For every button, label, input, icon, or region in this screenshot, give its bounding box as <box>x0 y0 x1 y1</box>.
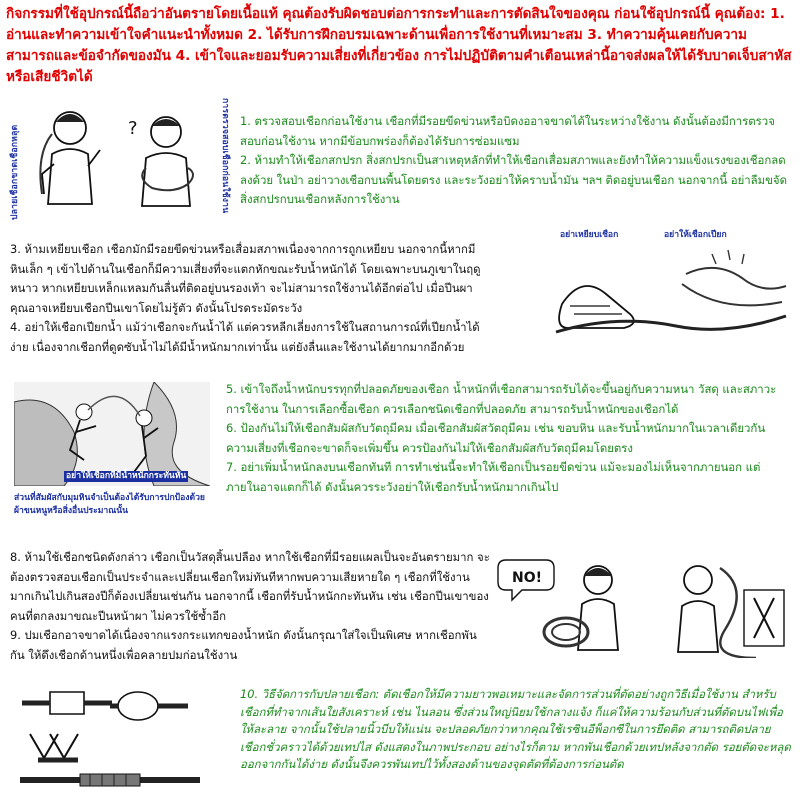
rule-3: 3. ห้ามเหยียบเชือก เชือกมักมีรอยขีดข่วนหรือเสื่อมสภาพเนื่องจากการถูกเหยียบ นอกจากนี้หากมีหินเล็ก ๆ เข้าไปด้านในเชือกก็มีความเสี่ยงที่จะแตกหักขณะรับน้ำหนักได้ โดยเฉพาะบนภูเขาในฤดูหนาว หากเหยียบเหล็กแหลมกันลื่นที่ติดอยู่บนรองเท้า จะไม่สามารถใช้งานได้อีกต่อไป เมื่อปีนผาคุณอาจเหยียบเชือกปีนเขาโดยไม่รู้ตัว ดังนั้นโปรดระมัดระวัง <box>10 242 481 315</box>
rule-2: 2. ห้ามทำให้เชือกสกปรก สิ่งสกปรกเป็นสาเหตุหลักที่ทำให้เชือกเสื่อมสภาพและยังทำให้ความแข็งแรงของเชือกลดลงด้วย ในป่า อย่าวางเชือกบนพื้นโดยตรง และระวังอย่าให้คราบน้ำมัน ฯลฯ ติดอยู่บนเชือก นอกจากนี้ อย่าลืมขจัดสิ่งสกปรกบนเชือกหลังการใช้งาน <box>240 153 787 206</box>
rule-10: 10. วิธีจัดการกับปลายเชือก: ตัดเชือกให้มีความยาวพอเหมาะและจัดการส่วนที่ตัดอย่างถูกวิธีเมื่อใช้งาน สำหรับเชือกที่ทำจากเส้นใยสังเคราะห์ เช่น ไนลอน ซึ่งส่วนใหญ่นิยมใช้กลางแจ้ง ก็แค่ให้ความร้อนกับส่วนที่ตัดบนไฟเพื่อให้ละลาย จากนั้นใช้ปลายนิ้วบีบให้แน่น จะปลอดภัยกว่าหากคุณใช้เรซินอีพ็อกซีในการยึดติด สามารถติดปลายเชือกชั่วคราวได้ด้วยเทปไส ดังแสดงในภาพประกอบ อย่างไรก็ตาม หากพันเชือกด้วยเทปหลังจากตัด รอยตัดจะหลุดออกจากกันได้ง่าย ดังนั้นจึงควรพันเทปไว้ทั้งสองด้านของจุดตัดที่ต้องการก่อนตัด <box>240 687 791 771</box>
caption-no-wet: อย่าให้เชือกเปียก <box>664 230 727 240</box>
caption-vertical-right: การตรวจสอบเชือกก่อนใช้งาน <box>220 98 230 214</box>
rule-5: 5. เข้าใจถึงน้ำหนักบรรทุกที่ปลอดภัยของเชือก น้ำหนักที่เชือกสามารถรับได้จะขึ้นอยู่กับความหนา วัสดุ และสภาวะการใช้งาน ในการเลือกซื้อเชือก ควรเลือกชนิดเชือกที่ปลอดภัย สามารถรับน้ำหนักของเชือกได้ <box>226 382 777 416</box>
caption-sharp-edge: ส่วนที่สัมผัสกับมุมหินจำเป็นต้องได้รับการปกป้องด้วยผ้าขนหนูหรือสิ่งอื่นประมาณนั้น <box>14 493 205 516</box>
rule-6: 6. ป้องกันไม่ให้เชือกสัมผัสกับวัตถุมีคม เมื่อเชือกสัมผัสวัตถุมีคม เช่น ขอบหิน และรับน้ำหนักมากในเวลาเดียวกัน ความเสี่ยงที่เชือกจะขาดก็จะเพิ่มขึ้น ควรป้องกันไม่ให้เชือกสัมผัสกับวัตถุมีคมโดยตรง <box>226 421 766 455</box>
rule-8: 8. ห้ามใช้เชือกชนิดดังกล่าว เชือกเป็นวัสดุสิ้นเปลือง หากใช้เชือกที่มีรอยแผลเป็นจะอันตรายมาก จะต้องตรวจสอบเชือกเป็นประจำและเปลี่ยนเชือกใหม่ทันทีหากพบความเสียหายใด ๆ เชือกที่ใช้งานมากเกินไปเกินสองปีก็ต้องเปลี่ยนเช่นกัน นอกจากนี้ เชือกที่รับน้ำหนักกะทันหัน เช่น เชือกปีนเขาของคนที่ตกลงมาขณะปีนหน้าผา ไม่ควรใช้ซ้ำอีก <box>10 550 490 623</box>
inspection-illustration <box>24 94 224 224</box>
rope-replacement-illustration <box>492 550 792 658</box>
safety-warning: กิจกรรมที่ใช้อุปกรณ์นี้ถือว่าอันตรายโดยเนื้อแท้ คุณต้องรับผิดชอบต่อการกระทำและการตัดสินใจของคุณ ก่อนใช้อุปกรณ์นี้ คุณต้อง: 1. อ่านและทำความเข้าใจคำแนะนำทั้งหมด 2. ได้รับการฝึกอบรมเฉพาะด้านเพื่อการใช้งานที่เหมาะสม 3. ทำความคุ้นเคยกับความสามารถและข้อจำกัดของมัน 4. เข้าใจและยอมรับความเสี่ยงที่เกี่ยวข้อง การไม่ปฏิบัติตามคำเตือนเหล่านี้อาจส่งผลให้ได้รับบาดเจ็บสาหัสหรือเสียชีวิตได้ <box>6 6 792 85</box>
caption-no-step: อย่าเหยียบเชือก <box>560 230 619 240</box>
rule-7: 7. อย่าเพิ่มน้ำหนักลงบนเชือกทันที การทำเช่นนี้จะทำให้เชือกเป็นรอยขีดข่วน แม้จะมองไม่เห็นจากภายนอก แต่ภายในอาจแตกก็ได้ ดังนั้นควรระวังอย่าให้เชือกรับน้ำหนักมากเกินไป <box>226 460 761 494</box>
rope-end-illustration <box>10 684 232 794</box>
caption-vertical-left: ปลายเชือกขาดเชือกหลุด <box>10 124 20 220</box>
rule-9: 9. ปมเชือกอาจขาดได้เนื่องจากแรงกระแทกของน้ำหนัก ดังนั้นกรุณาใส่ใจเป็นพิเศษ หากเชือกพันกัน ให้ดึงเชือกด้านหนึ่งเพื่อคลายปมก่อนใช้งาน <box>10 628 477 662</box>
question-mark: ? <box>128 118 138 139</box>
rule-1: 1. ตรวจสอบเชือกก่อนใช้งาน เชือกที่มีรอยขีดข่วนหรือบิดงออาจขาดได้ในระหว่างใช้งาน ดังนั้นต้องมีการตรวจสอบก่อนใช้งาน หากมีข้อบกพร่องก็ต้องได้รับการซ่อมแซม <box>240 114 775 148</box>
rope-abrasion-illustration <box>552 244 796 340</box>
rule-4: 4. อย่าให้เชือกเปียกน้ำ แม้ว่าเชือกจะกันน้ำได้ แต่ควรหลีกเลี่ยงการใช้ในสถานการณ์ที่เปียกน้ำได้ง่าย เนื่องจากเชือกที่ดูดซับน้ำไม่ได้มีน้ำหนักมากเท่านั้น แต่ยังลื่นและใช้งานได้ยากมากอีกด้วย <box>10 320 480 354</box>
no-speech-bubble: NO! <box>512 570 543 586</box>
caption-sudden-load: อย่าให้เชือกที่มีน้ำหนักกระทันหัน <box>66 471 187 481</box>
